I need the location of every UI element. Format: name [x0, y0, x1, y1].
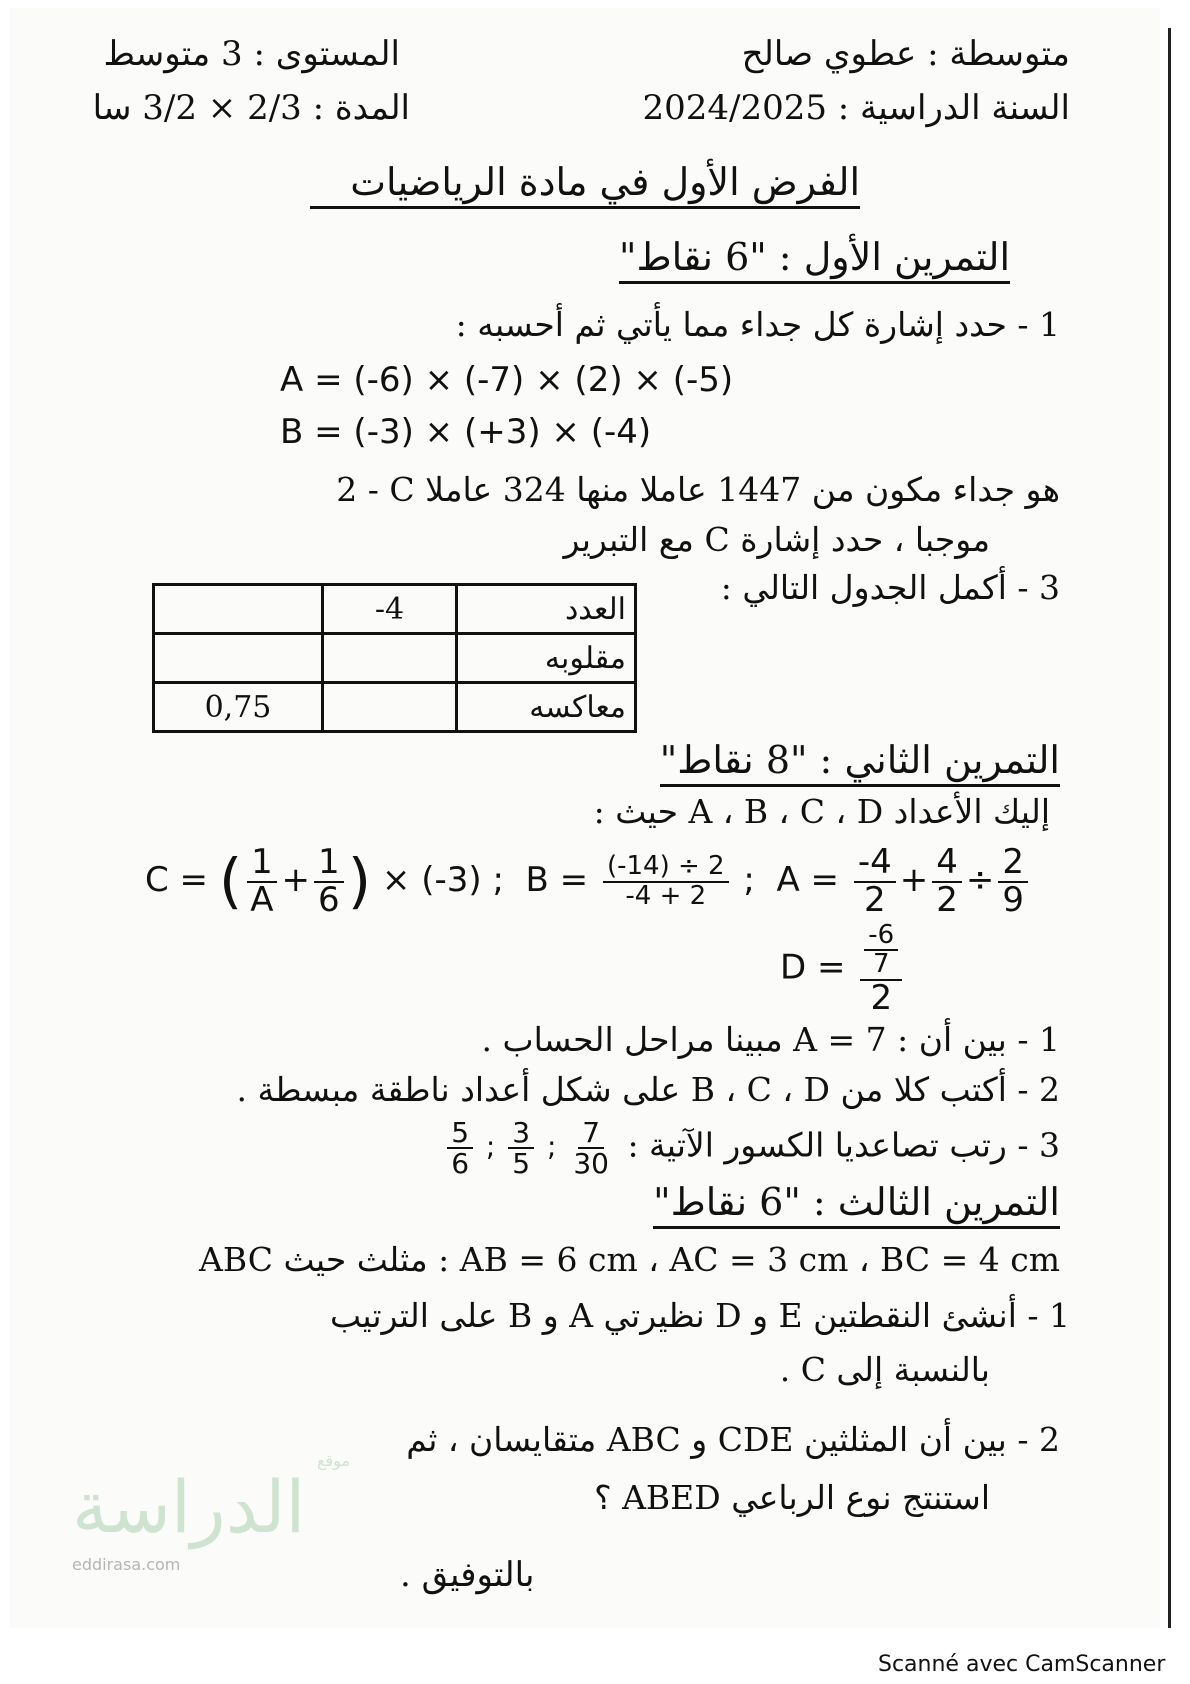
school-year [642, 88, 1070, 128]
D-bottom: 2 [870, 977, 893, 1018]
watermark-site: eddirasa.com [72, 1555, 181, 1574]
table-row [154, 634, 636, 683]
A-frac3-num: 2 [998, 845, 1028, 883]
A-frac3-den: 9 [1002, 879, 1025, 920]
ex1-title: التمرين الأول : "6 نقاط" [619, 235, 1010, 284]
frac-2-num: 3 [508, 1118, 534, 1149]
page-border-line [1168, 28, 1171, 1628]
closing-text: بالتوفيق . [400, 1555, 535, 1595]
ex2-q3-text: 3 - رتب تصاعديا الكسور الآتية : [627, 1125, 1060, 1165]
C-frac2-num: 1 [314, 845, 344, 883]
school-year-value: 2024/2025 [642, 88, 827, 128]
A-frac1-num: -4 [854, 845, 896, 883]
ex1-q3: 3 - أكمل الجدول التالي : [720, 568, 1060, 607]
A-frac2-den: 2 [936, 879, 958, 920]
watermark-name: الدراسة [72, 1465, 306, 1549]
school-year-label: السنة الدراسية : [837, 88, 1070, 128]
duration-label: المدة : [312, 88, 410, 128]
ex3-q1-line2: بالنسبة إلى C . [779, 1350, 990, 1389]
D-top-den: 7 [872, 949, 890, 980]
ex3-q2-line2: استنتج نوع الرباعي ABED ؟ [594, 1478, 990, 1517]
frac-2-den: 5 [512, 1147, 531, 1181]
A-frac2-num: 4 [932, 845, 962, 883]
table-row-label: معاكسه [457, 683, 636, 732]
table-cell [154, 634, 323, 683]
expr-C: C = ( $\frac{1}{A}$ + $\frac{1}{6}$ ) × (-3) ; B = $\frac{(-14) \div 2}{-4 + 2}$ ; A = $\frac{-4}{2}$ + $\frac{4}{2}$ ÷ $\frac{2}{9}$ [145, 845, 1032, 918]
eddirasa-watermark [72, 1451, 402, 1605]
frac-1-den: 30 [573, 1147, 609, 1181]
ex3-q2-line1: 2 - بين أن المثلثين CDE و ABC متقايسان ، ثم [406, 1420, 1060, 1459]
ex1-q2-line2: موجبا ، حدد إشارة C مع التبرير [563, 520, 990, 559]
A-label: A = [776, 860, 840, 901]
expr-B: B = (-3) × (+3) × (-4) [280, 412, 652, 452]
table-cell [323, 683, 457, 732]
frac-1-num: 7 [578, 1118, 604, 1149]
frac-3-den: 6 [451, 1147, 470, 1181]
B-frac-num: (-14) ÷ 2 [603, 853, 729, 882]
inverse-opposite-table [152, 583, 637, 733]
ex2-title: التمرين الثاني : "8 نقاط" [660, 738, 1060, 787]
table-cell [323, 634, 457, 683]
expr-D [780, 922, 906, 1016]
ex1-q2-line1: 2 - C هو جداء مكون من 1447 عاملا منها 324 عاملا [336, 470, 1060, 509]
ex3-given: ABC مثلث حيث : AB = 6 cm ، AC = 3 cm ، BC = 4 cm [199, 1240, 1060, 1279]
ex1-q1: 1 - حدد إشارة كل جداء مما يأتي ثم أحسبه : [455, 305, 1060, 344]
duration-unit: سا [92, 88, 132, 128]
ex3-title: التمرين الثالث : "6 نقاط" [653, 1180, 1060, 1229]
C-label: C = [145, 860, 209, 901]
ex2-intro: إليك الأعداد A ، B ، C ، D حيث : [593, 792, 1050, 831]
table-row-label: مقلوبه [457, 634, 636, 683]
frac-3-num: 5 [447, 1118, 473, 1149]
table-row-label: العدد [457, 585, 636, 634]
ex2-q3: 3 - رتب تصاعديا الكسور الآتية : $\frac{7}{30}$ ; $\frac{3}{5}$ ; $\frac{5}{6}$ [443, 1118, 1060, 1179]
D-label: D = [780, 947, 846, 988]
table-cell: -4 [323, 585, 457, 634]
camscanner-footer: Scanné avec CamScanner [878, 1652, 1166, 1677]
watermark-top: موقع [317, 1451, 350, 1470]
C-frac1-den: A [250, 879, 274, 920]
A-frac1-den: 2 [863, 879, 886, 920]
exam-title: الفرض الأول في مادة الرياضيات [310, 160, 860, 209]
table-row [154, 683, 636, 732]
ex3-q1-line1: 1 - أنشئ النقطتين E و D نظيرتي A و B على الترتيب [329, 1296, 1070, 1335]
C-frac2-den: 6 [318, 879, 340, 920]
school-name: متوسطة : عطوي صالح [741, 34, 1070, 74]
C-frac1-num: 1 [247, 845, 277, 883]
C-tail: × (-3) [381, 860, 482, 901]
level: المستوى : 3 متوسط [103, 34, 400, 74]
expr-A: A = (-6) × (-7) × (2) × (-5) [280, 360, 734, 400]
table-row [154, 585, 636, 634]
table-cell [154, 585, 323, 634]
B-label: B = [525, 860, 589, 901]
ex2-q1: 1 - بين أن : A = 7 مبينا مراحل الحساب . [481, 1020, 1060, 1059]
duration-expr: 3/2 × 2/3 [142, 88, 302, 128]
ex2-q2: 2 - أكتب كلا من B ، C ، D على شكل أعداد ناطقة مبسطة . [236, 1070, 1060, 1109]
duration [93, 88, 410, 128]
B-frac-den: -4 + 2 [625, 880, 707, 911]
D-top-num: -6 [864, 922, 898, 951]
table-cell: 0,75 [154, 683, 323, 732]
